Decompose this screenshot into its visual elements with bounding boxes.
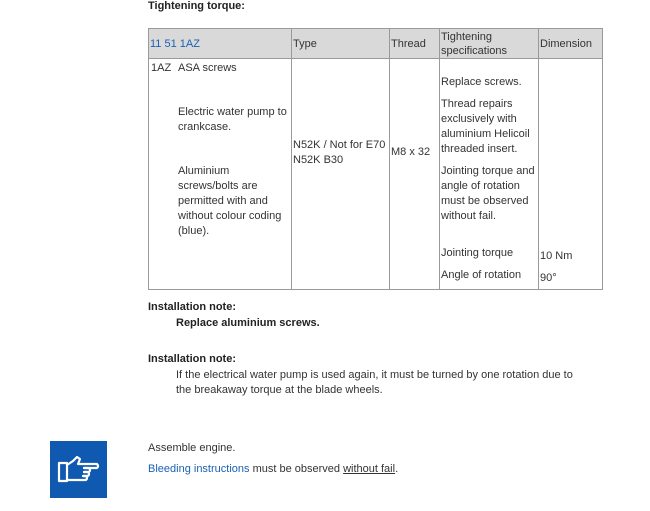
spec-1: Replace screws. [441,76,522,88]
row-desc-2: Aluminium screws/bolts are permitted with and without colour coding (blue). [178,165,282,237]
row-name: ASA screws [178,62,237,74]
bleeding-instructions-link[interactable]: Bleeding instructions [148,463,250,475]
table-row [149,59,603,290]
cell-dimension [539,59,603,290]
row-desc-1: Electric water pump to crankcase. [178,106,287,133]
cell-spec [440,59,539,290]
header-code: 11 51 1AZ [149,29,292,59]
bleeding-mid-text: must be observed [249,463,344,475]
row-thread: M8 x 32 [391,146,431,158]
row-id: 1AZ [151,62,172,74]
spec-3: Jointing torque and angle of rotation must be observed without fail. [441,165,535,222]
spec-5: Angle of rotation [441,269,522,281]
spec-4: Jointing torque [441,247,514,259]
installation-note-text-2: If the electrical water pump is used again, it must be turned by one rotation due to the breakaway torque at the blade wheels. [176,369,573,396]
header-dimension: Dimension [539,29,603,59]
cell-type [292,59,390,290]
installation-note-text-1: Replace aluminium screws. [176,317,320,329]
row-type: N52K / Not for E70 N52K B30 [293,139,386,166]
cell-thread [390,59,440,290]
without-fail-text: without fail [343,463,396,475]
bleeding-instructions-line [148,463,398,475]
section-title: Tightening torque: [148,0,245,12]
installation-note-title-1: Installation note: [148,301,236,313]
table-header-row [149,29,603,59]
installation-note-title-2: Installation note: [148,353,236,365]
dim-1: 10 Nm [540,250,573,262]
header-type: Type [292,29,390,59]
spec-2: Thread repairs exclusively with aluminium Helicoil threaded insert. [441,98,530,155]
header-spec: Tightening specifications [440,29,539,59]
torque-table [148,28,603,290]
assemble-engine-text: Assemble engine. [148,442,236,454]
cell-description [149,59,292,290]
pointing-hand-icon [50,441,107,498]
header-thread: Thread [390,29,440,59]
dim-2: 90° [540,272,557,284]
bleeding-end-text: . [395,463,399,475]
